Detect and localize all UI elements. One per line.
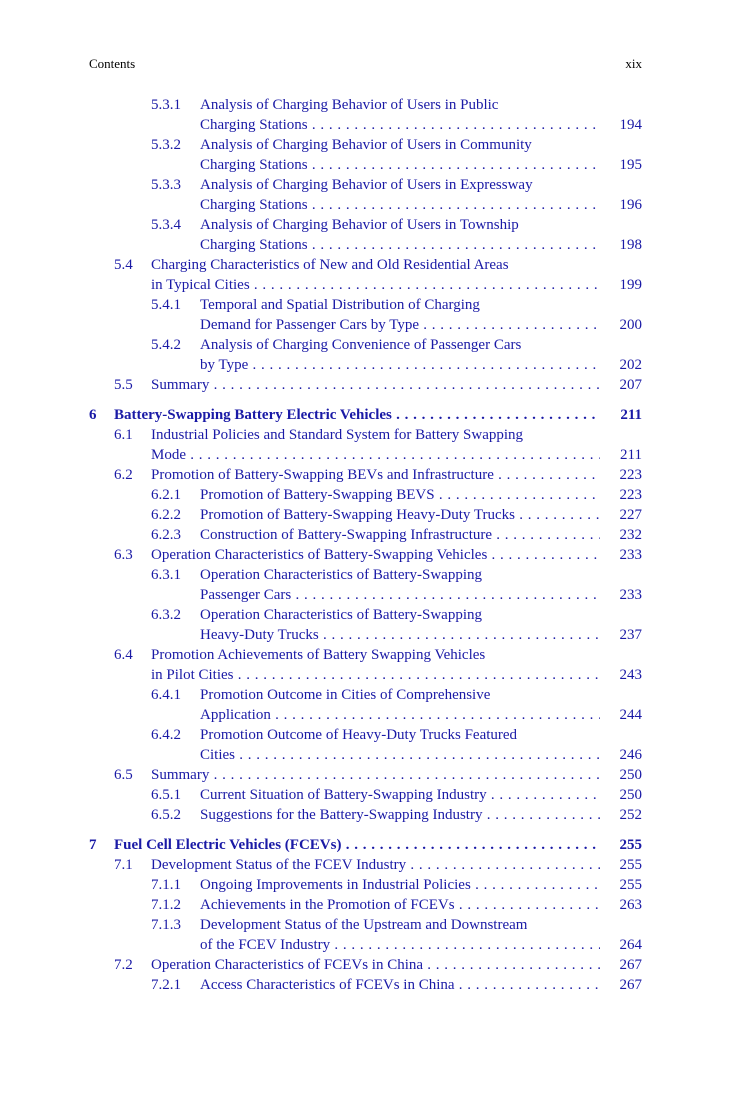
toc-title: Promotion Outcome of Heavy-Duty Trucks Featured — [200, 727, 518, 743]
toc-line — [0, 275, 732, 295]
toc-subsection-entry[interactable] — [0, 975, 732, 995]
toc-page-number: 195 — [619, 157, 642, 173]
toc-number: 5.4.1 — [151, 297, 181, 313]
toc-number: 5.3.1 — [151, 97, 181, 113]
toc-line — [0, 425, 732, 445]
toc-chapter-entry[interactable] — [0, 405, 732, 425]
toc-title: Analysis of Charging Behavior of Users in Public — [200, 97, 499, 113]
toc-title: Achievements in the Promotion of FCEVs . . . — [200, 895, 600, 915]
toc-number: 6 — [89, 407, 97, 423]
toc-line — [0, 315, 732, 335]
toc-page-number: 263 — [619, 897, 642, 913]
toc-line — [0, 585, 732, 605]
toc-subsection-entry[interactable] — [0, 565, 732, 605]
toc-page-number: 246 — [619, 747, 642, 763]
toc-chapter-entry[interactable] — [0, 835, 732, 855]
toc-subsection-entry[interactable] — [0, 335, 732, 375]
toc-number: 6.3.2 — [151, 607, 181, 623]
toc-line — [0, 785, 732, 805]
toc-number: 7.2 — [114, 957, 133, 973]
toc-page-number: 202 — [619, 357, 642, 373]
toc-line — [0, 505, 732, 525]
toc-title: Operation Characteristics of Battery-Swapping Vehicles . . . — [151, 545, 600, 565]
toc-number: 5.3.2 — [151, 137, 181, 153]
toc-page-number: 237 — [619, 627, 642, 643]
toc-number: 6.2.1 — [151, 487, 181, 503]
toc-line — [0, 445, 732, 465]
toc-number: 6.2 — [114, 467, 133, 483]
toc-title: Promotion of Battery-Swapping BEVS . . . — [200, 485, 600, 505]
toc-page-number: 194 — [619, 117, 642, 133]
toc-subsection-entry[interactable] — [0, 875, 732, 895]
toc-number: 5.5 — [114, 377, 133, 393]
toc-title: Mode . . . — [151, 445, 600, 465]
toc-number: 6.3 — [114, 547, 133, 563]
toc-line — [0, 375, 732, 395]
page-header — [89, 56, 642, 76]
toc-title: Summary . . . — [151, 375, 600, 395]
toc-page-number: 211 — [620, 447, 642, 463]
toc-number: 6.4 — [114, 647, 133, 663]
toc-page-number: 267 — [619, 977, 642, 993]
toc-line — [0, 195, 732, 215]
toc-title: Charging Stations . . . — [200, 115, 600, 135]
toc-page-number: 264 — [619, 937, 642, 953]
toc-line — [0, 705, 732, 725]
toc-title: Battery-Swapping Battery Electric Vehicles . . . — [114, 405, 600, 425]
toc-line — [0, 745, 732, 765]
toc-number: 5.4.2 — [151, 337, 181, 353]
toc-page-number: 255 — [619, 857, 642, 873]
toc-title: Charging Stations . . . — [200, 195, 600, 215]
toc-line — [0, 215, 732, 235]
toc-section-entry[interactable] — [0, 255, 732, 295]
toc-page-number: 227 — [619, 507, 642, 523]
toc-page-number: 200 — [619, 317, 642, 333]
toc-number: 7.1.2 — [151, 897, 181, 913]
toc-title: Analysis of Charging Behavior of Users in Township — [200, 217, 519, 233]
toc-subsection-entry[interactable] — [0, 135, 732, 175]
toc-section-entry[interactable] — [0, 645, 732, 685]
toc-number: 6.5 — [114, 767, 133, 783]
toc-line — [0, 685, 732, 705]
toc-title: Operation Characteristics of Battery-Swapping — [200, 567, 482, 583]
toc-number: 7 — [89, 837, 97, 853]
toc-line — [0, 565, 732, 585]
toc-number: 6.2.3 — [151, 527, 181, 543]
toc-page-number: 199 — [619, 277, 642, 293]
toc-number: 7.2.1 — [151, 977, 181, 993]
toc-title: Development Status of the FCEV Industry . . . — [151, 855, 600, 875]
toc-title: Temporal and Spatial Distribution of Charging — [200, 297, 480, 313]
toc-title: Summary . . . — [151, 765, 600, 785]
toc-number: 5.4 — [114, 257, 133, 273]
toc-page-number: 233 — [619, 547, 642, 563]
toc-line — [0, 335, 732, 355]
toc-page-number: 223 — [619, 487, 642, 503]
toc-title: Promotion of Battery-Swapping Heavy-Duty Trucks . . . — [200, 505, 600, 525]
toc-page-number: 196 — [619, 197, 642, 213]
toc-section-entry[interactable] — [0, 955, 732, 975]
toc-section-entry[interactable] — [0, 425, 732, 465]
toc-subsection-entry[interactable] — [0, 95, 732, 135]
toc-section-entry[interactable] — [0, 375, 732, 395]
toc-subsection-entry[interactable] — [0, 175, 732, 215]
toc-title: Cities . . . — [200, 745, 600, 765]
toc-title: Heavy-Duty Trucks . . . — [200, 625, 600, 645]
toc-page-number: 255 — [619, 837, 642, 853]
toc-page-number: 244 — [619, 707, 642, 723]
toc-number: 7.1.3 — [151, 917, 181, 933]
toc-line — [0, 975, 732, 995]
toc-line — [0, 935, 732, 955]
toc-title: Access Characteristics of FCEVs in China . . . — [200, 975, 600, 995]
toc-title: Analysis of Charging Behavior of Users in Community — [200, 137, 532, 153]
toc-title: in Typical Cities . . . — [151, 275, 600, 295]
toc-page-number: 207 — [619, 377, 642, 393]
toc-section-entry[interactable] — [0, 855, 732, 875]
toc-title: Ongoing Improvements in Industrial Policies . . . — [200, 875, 600, 895]
toc-subsection-entry[interactable] — [0, 805, 732, 825]
toc-page-number: 243 — [619, 667, 642, 683]
toc-title: Operation Characteristics of FCEVs in China . . . — [151, 955, 600, 975]
chapter-gap — [0, 395, 732, 405]
toc-title: Passenger Cars . . . — [200, 585, 600, 605]
toc-line — [0, 895, 732, 915]
toc-subsection-entry[interactable] — [0, 895, 732, 915]
toc-title: Suggestions for the Battery-Swapping Industry . . . — [200, 805, 600, 825]
toc-title: Promotion of Battery-Swapping BEVs and Infrastructure . . . — [151, 465, 600, 485]
toc-line — [0, 295, 732, 315]
table-of-contents — [0, 95, 732, 995]
toc-line — [0, 765, 732, 785]
toc-line — [0, 485, 732, 505]
toc-subsection-entry[interactable] — [0, 295, 732, 335]
toc-line — [0, 355, 732, 375]
toc-subsection-entry[interactable] — [0, 605, 732, 645]
page-number: xix — [625, 56, 642, 71]
toc-title: Industrial Policies and Standard System for Battery Swapping — [151, 427, 524, 443]
toc-section-entry[interactable] — [0, 465, 732, 485]
toc-title: Analysis of Charging Behavior of Users in Expressway — [200, 177, 533, 193]
toc-line — [0, 805, 732, 825]
toc-number: 5.3.4 — [151, 217, 181, 233]
toc-number: 6.2.2 — [151, 507, 181, 523]
toc-page-number: 233 — [619, 587, 642, 603]
toc-number: 6.5.1 — [151, 787, 181, 803]
toc-subsection-entry[interactable] — [0, 785, 732, 805]
toc-section-entry[interactable] — [0, 545, 732, 565]
toc-title: Operation Characteristics of Battery-Swapping — [200, 607, 482, 623]
toc-title: Charging Characteristics of New and Old Residential Areas — [151, 257, 509, 273]
toc-number: 6.3.1 — [151, 567, 181, 583]
toc-page-number: 252 — [619, 807, 642, 823]
toc-title: Current Situation of Battery-Swapping Industry . . . — [200, 785, 600, 805]
toc-title: Promotion Outcome in Cities of Comprehensive — [200, 687, 491, 703]
toc-subsection-entry[interactable] — [0, 215, 732, 255]
toc-page-number: 223 — [619, 467, 642, 483]
toc-line — [0, 875, 732, 895]
toc-subsection-entry[interactable] — [0, 915, 732, 955]
toc-line — [0, 175, 732, 195]
toc-line — [0, 235, 732, 255]
toc-line — [0, 955, 732, 975]
toc-line — [0, 405, 732, 425]
toc-subsection-entry[interactable] — [0, 725, 732, 765]
toc-line — [0, 135, 732, 155]
toc-page-number: 267 — [619, 957, 642, 973]
toc-line — [0, 95, 732, 115]
toc-line — [0, 855, 732, 875]
toc-line — [0, 665, 732, 685]
toc-number: 6.5.2 — [151, 807, 181, 823]
toc-title: Construction of Battery-Swapping Infrastructure . . . — [200, 525, 600, 545]
toc-line — [0, 605, 732, 625]
toc-subsection-entry[interactable] — [0, 485, 732, 505]
toc-number: 6.4.1 — [151, 687, 181, 703]
running-head: Contents — [89, 56, 136, 71]
toc-page-number: 250 — [619, 787, 642, 803]
toc-line — [0, 465, 732, 485]
toc-number: 7.1 — [114, 857, 133, 873]
toc-line — [0, 645, 732, 665]
toc-number: 7.1.1 — [151, 877, 181, 893]
toc-title: Charging Stations . . . — [200, 155, 600, 175]
toc-title: Charging Stations . . . — [200, 235, 600, 255]
toc-title: of the FCEV Industry . . . — [200, 935, 600, 955]
chapter-gap — [0, 825, 732, 835]
toc-page-number: 198 — [619, 237, 642, 253]
toc-number: 6.4.2 — [151, 727, 181, 743]
toc-line — [0, 255, 732, 275]
toc-line — [0, 625, 732, 645]
toc-subsection-entry[interactable] — [0, 685, 732, 725]
toc-number: 6.1 — [114, 427, 133, 443]
toc-page-number: 250 — [619, 767, 642, 783]
toc-subsection-entry[interactable] — [0, 505, 732, 525]
toc-line — [0, 115, 732, 135]
toc-line — [0, 525, 732, 545]
toc-title: Development Status of the Upstream and Downstream — [200, 917, 528, 933]
toc-line — [0, 835, 732, 855]
toc-title: Analysis of Charging Convenience of Passenger Cars — [200, 337, 522, 353]
toc-title: Promotion Achievements of Battery Swapping Vehicles — [151, 647, 486, 663]
toc-page-number: 211 — [620, 407, 642, 423]
toc-page-number: 255 — [619, 877, 642, 893]
toc-title: by Type . . . — [200, 355, 600, 375]
toc-line — [0, 915, 732, 935]
toc-subsection-entry[interactable] — [0, 525, 732, 545]
toc-line — [0, 725, 732, 745]
toc-line — [0, 155, 732, 175]
toc-title: Demand for Passenger Cars by Type . . . — [200, 315, 600, 335]
toc-number: 5.3.3 — [151, 177, 181, 193]
toc-title: Application . . . — [200, 705, 600, 725]
toc-title: in Pilot Cities . . . — [151, 665, 600, 685]
toc-line — [0, 545, 732, 565]
toc-page-number: 232 — [619, 527, 642, 543]
toc-title: Fuel Cell Electric Vehicles (FCEVs) . . . — [114, 835, 600, 855]
toc-section-entry[interactable] — [0, 765, 732, 785]
